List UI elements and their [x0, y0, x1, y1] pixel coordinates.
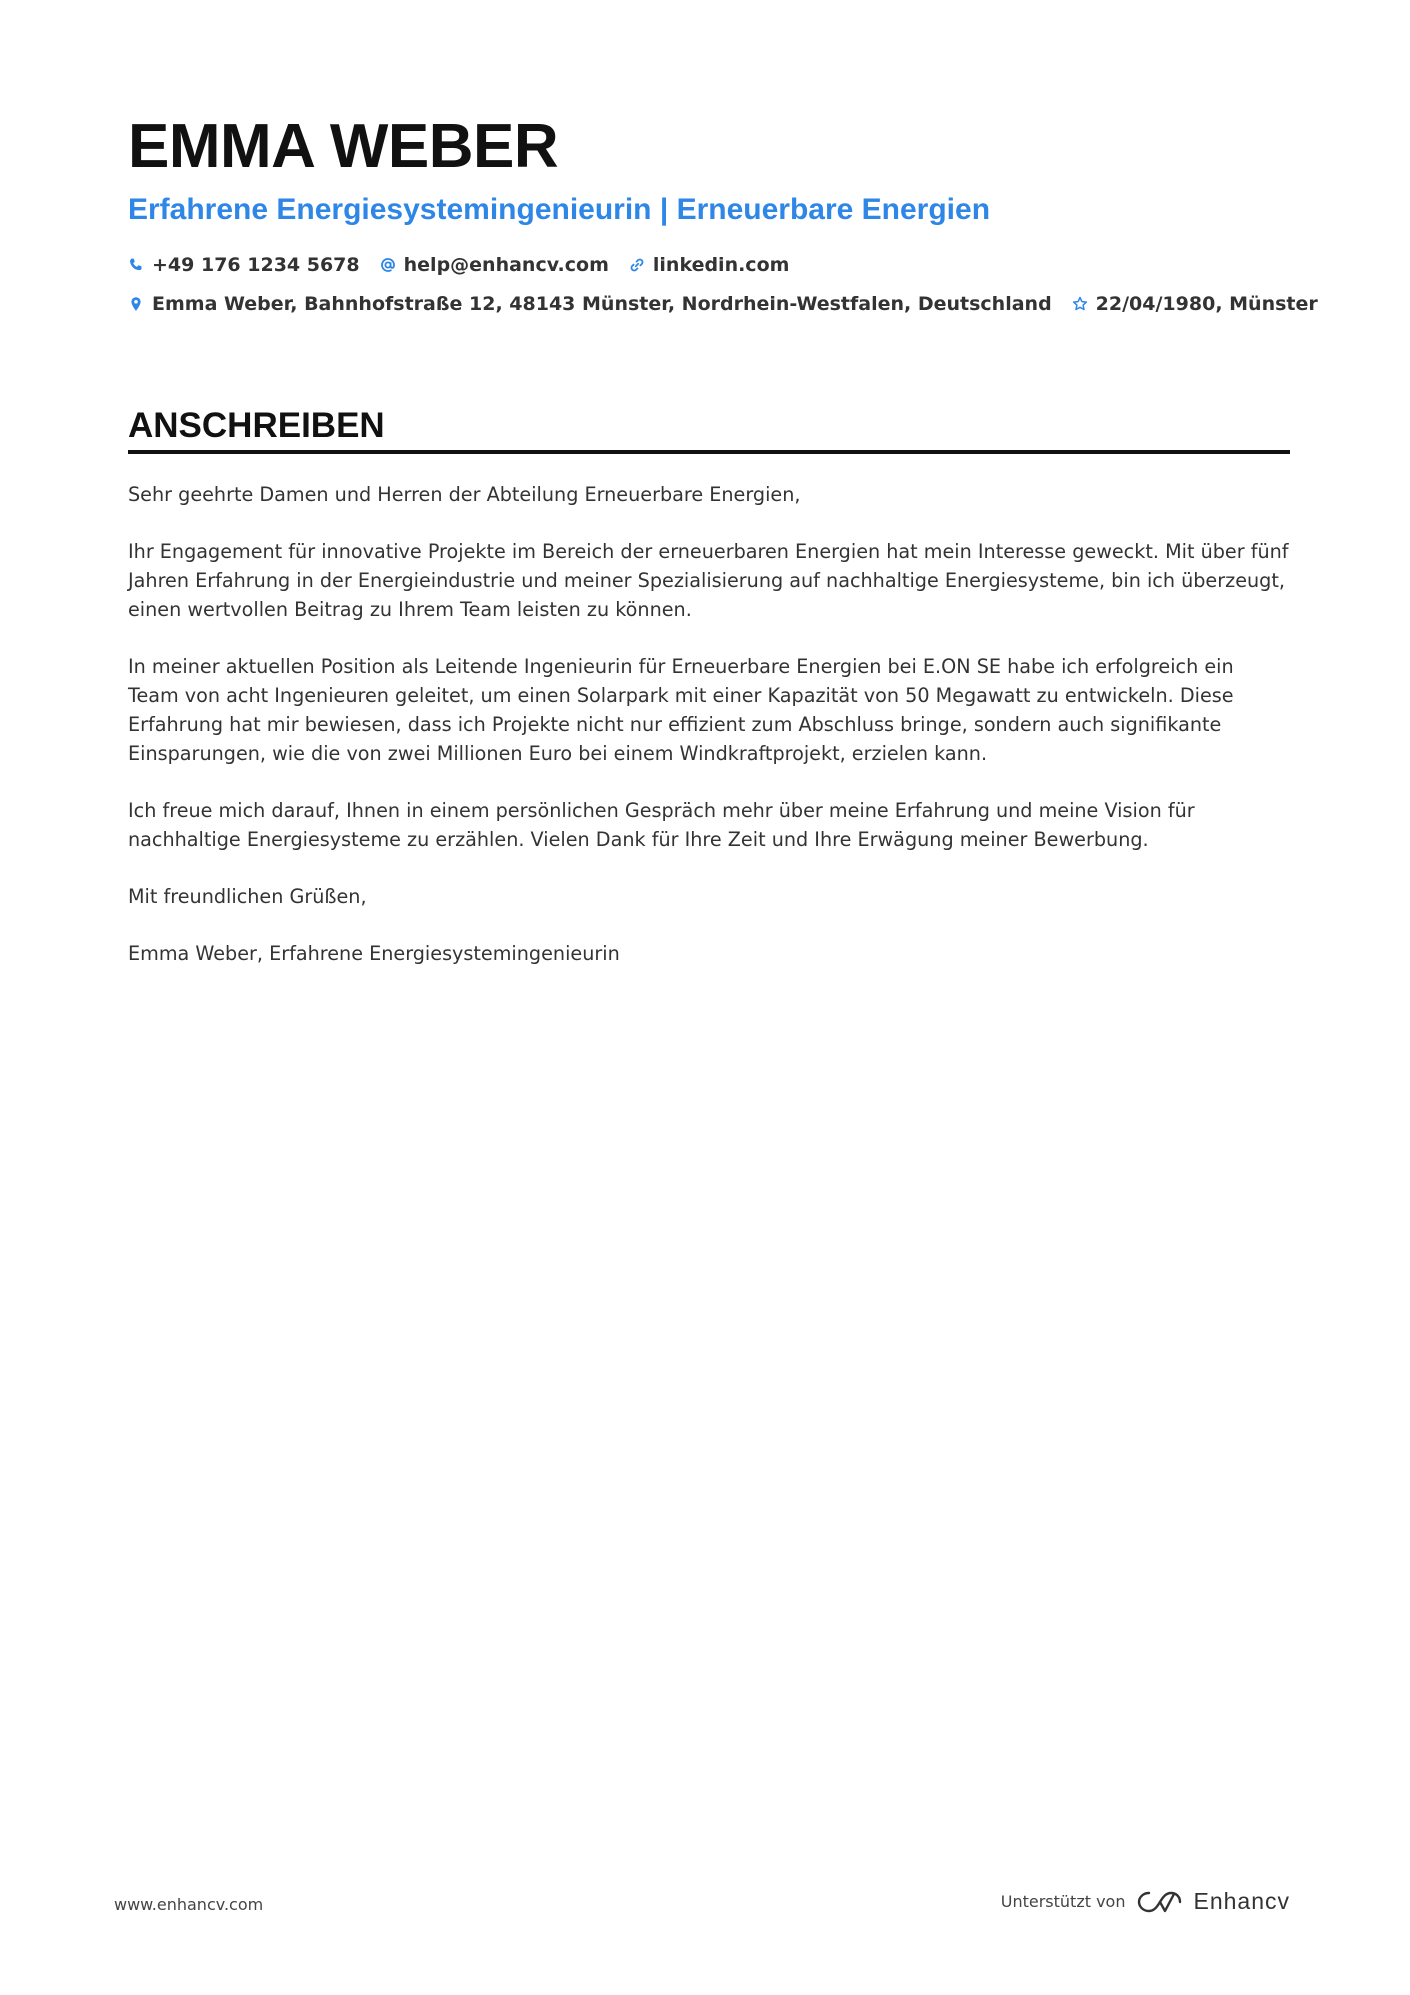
- letter-signature: Emma Weber, Erfahrene Energiesystemingenieurin: [128, 942, 620, 965]
- email-link[interactable]: help@enhancv.com: [403, 254, 609, 276]
- letter-paragraph: In meiner aktuellen Position als Leitende Ingenieurin für Erneuerbare Energien bei E.ON SE habe ich erfolgreich ein Team von acht Ingenieuren geleitet, um einen Solarpark mit einer Kapazität von 50 Megawatt zu entwickeln. Diese Erfahrung hat mir bewiesen, dass ich Projekte nicht nur effizient zum Abschluss bringe, sondern auch signifikante Einsparungen, wie die von zwei Millionen Euro bei einem Windkraftprojekt, erzielen kann.: [128, 655, 1234, 765]
- birth-value: 22/04/1980, Münster: [1095, 293, 1318, 315]
- letter-body: [128, 480, 1290, 996]
- footer-brand: [1001, 1888, 1290, 1915]
- candidate-headline: Erfahrene Energiesystemingenieurin | Erneuerbare Energien: [128, 193, 991, 226]
- section-divider: [128, 450, 1290, 454]
- contact-email: [380, 254, 609, 276]
- powered-by-label: Unterstützt von: [1000, 1892, 1126, 1911]
- phone-value: +49 176 1234 5678: [152, 254, 360, 276]
- website-link[interactable]: linkedin.com: [652, 254, 790, 276]
- enhancv-logo-text: Enhancv: [1193, 1888, 1290, 1914]
- contact-birth: [1072, 293, 1318, 315]
- letter-greeting: Sehr geehrte Damen und Herren der Abteilung Erneuerbare Energien,: [128, 483, 801, 506]
- letter-closing: Mit freundlichen Grüßen,: [128, 885, 367, 908]
- link-icon: [629, 257, 645, 273]
- contact-phone: [128, 254, 360, 276]
- address-value: Emma Weber, Bahnhofstraße 12, 48143 Münster, Nordrhein-Westfalen, Deutschland: [152, 293, 1052, 315]
- footer-url[interactable]: www.enhancv.com: [114, 1895, 264, 1914]
- star-icon: [1072, 296, 1088, 312]
- letter-paragraph: Ich freue mich darauf, Ihnen in einem persönlichen Gespräch mehr über meine Erfahrung und meine Vision für nachhaltige Energiesysteme zu erzählen. Vielen Dank für Ihre Zeit und Ihre Erwägung meiner Bewerbung.: [128, 799, 1195, 851]
- enhancv-logo-icon: [1137, 1889, 1183, 1915]
- contact-website: [629, 254, 790, 276]
- contact-row-primary: [128, 254, 809, 276]
- candidate-name: EMMA WEBER: [128, 112, 559, 181]
- location-pin-icon: [128, 296, 144, 312]
- contact-row-secondary: [128, 293, 1338, 315]
- phone-icon: [128, 257, 144, 273]
- section-title: ANSCHREIBEN: [128, 406, 385, 445]
- at-icon: [380, 257, 396, 273]
- letter-paragraph: Ihr Engagement für innovative Projekte im Bereich der erneuerbaren Energien hat mein Interesse geweckt. Mit über fünf Jahren Erfahrung in der Energieindustrie und meiner Spezialisierung auf nachhaltige Energiesysteme, bin ich überzeugt, einen wertvollen Beitrag zu Ihrem Team leisten zu können.: [128, 540, 1289, 621]
- contact-address: [128, 293, 1052, 315]
